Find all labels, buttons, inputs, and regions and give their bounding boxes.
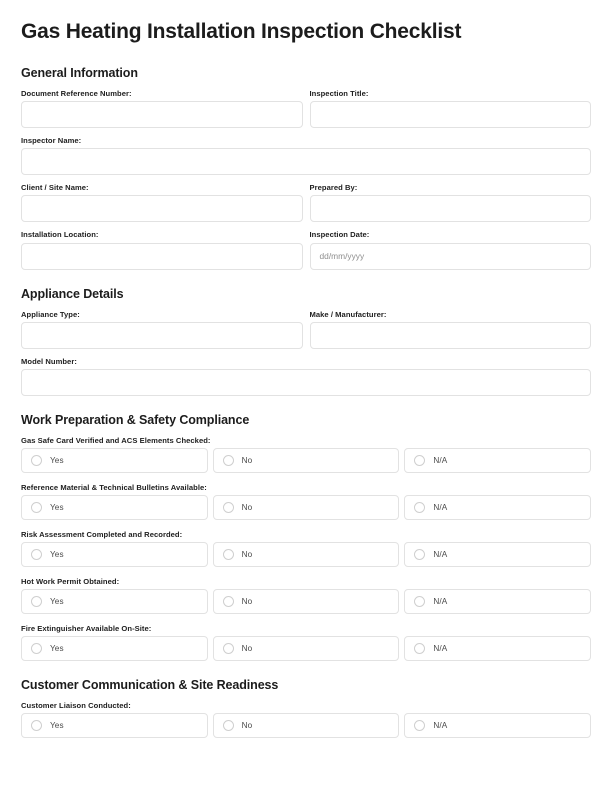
field-group-installation-location	[21, 230, 303, 269]
radio-option-n-a[interactable]	[404, 495, 591, 520]
radio-group-risk-assessment-completed-and-recorded	[21, 542, 591, 567]
field-row	[21, 136, 591, 175]
radio-circle-icon[interactable]	[223, 643, 234, 654]
question-risk-assessment-completed-and-recorded	[21, 530, 591, 567]
radio-option-label: No	[241, 549, 253, 559]
radio-circle-icon[interactable]	[31, 596, 42, 607]
radio-option-label: Yes	[50, 549, 64, 559]
radio-option-label: N/A	[433, 455, 448, 465]
question-fire-extinguisher-available-on-site	[21, 624, 591, 661]
radio-circle-icon[interactable]	[31, 502, 42, 513]
radio-option-yes[interactable]	[21, 495, 208, 520]
radio-group-gas-safe-card-verified-and-acs-elements-checked	[21, 448, 591, 473]
radio-circle-icon[interactable]	[223, 596, 234, 607]
section-heading-appliance-details: Appliance Details	[21, 286, 124, 301]
radio-option-no[interactable]	[213, 542, 400, 567]
radio-circle-icon[interactable]	[414, 455, 425, 466]
question-label-customer-liaison-conducted: Customer Liaison Conducted:	[21, 700, 131, 710]
field-group-inspector-name	[21, 136, 591, 175]
radio-option-label: Yes	[50, 455, 64, 465]
input-installation-location[interactable]	[21, 243, 303, 270]
field-label-appliance-type: Appliance Type:	[21, 309, 80, 319]
field-label-installation-location: Installation Location:	[21, 230, 99, 240]
question-label-reference-material-technical-bulletins-available: Reference Material & Technical Bulletins Available:	[21, 482, 207, 492]
field-label-inspector-name: Inspector Name:	[21, 136, 82, 146]
radio-circle-icon[interactable]	[31, 720, 42, 731]
field-label-inspection-date: Inspection Date:	[309, 230, 370, 240]
radio-option-n-a[interactable]	[404, 448, 591, 473]
field-label-prepared-by: Prepared By:	[309, 183, 358, 193]
radio-circle-icon[interactable]	[414, 720, 425, 731]
input-inspection-date[interactable]	[310, 243, 592, 270]
field-group-inspection-date	[310, 230, 592, 269]
radio-option-label: Yes	[50, 502, 64, 512]
radio-option-no[interactable]	[213, 713, 400, 738]
field-group-inspection-title	[310, 89, 592, 128]
radio-circle-icon[interactable]	[223, 549, 234, 560]
radio-option-yes[interactable]	[21, 713, 208, 738]
radio-option-label: No	[241, 502, 253, 512]
radio-group-reference-material-technical-bulletins-available	[21, 495, 591, 520]
radio-option-no[interactable]	[213, 636, 400, 661]
radio-option-label: Yes	[50, 720, 64, 730]
field-row	[21, 183, 591, 222]
radio-group-hot-work-permit-obtained	[21, 589, 591, 614]
radio-option-n-a[interactable]	[404, 636, 591, 661]
radio-option-label: Yes	[50, 643, 64, 653]
section-work-preparation-safety-compliance	[21, 413, 591, 661]
question-label-gas-safe-card-verified-and-acs-elements-checked: Gas Safe Card Verified and ACS Elements Checked:	[21, 435, 211, 445]
radio-circle-icon[interactable]	[223, 502, 234, 513]
radio-option-label: No	[241, 596, 253, 606]
question-hot-work-permit-obtained	[21, 577, 591, 614]
radio-option-label: Yes	[50, 596, 64, 606]
radio-option-no[interactable]	[213, 495, 400, 520]
radio-option-label: No	[241, 455, 253, 465]
radio-option-n-a[interactable]	[404, 713, 591, 738]
field-label-document-reference-number: Document Reference Number:	[21, 89, 132, 99]
field-row	[21, 89, 591, 128]
question-label-fire-extinguisher-available-on-site: Fire Extinguisher Available On-Site:	[21, 623, 152, 633]
input-placeholder-inspection-date: dd/mm/yyyy	[319, 251, 365, 262]
field-label-make-manufacturer: Make / Manufacturer:	[309, 309, 387, 319]
radio-option-label: N/A	[433, 720, 448, 730]
radio-group-customer-liaison-conducted	[21, 713, 591, 738]
radio-option-n-a[interactable]	[404, 542, 591, 567]
field-label-inspection-title: Inspection Title:	[309, 89, 369, 99]
section-heading-customer-communication-site-readiness: Customer Communication & Site Readiness	[21, 677, 279, 692]
radio-circle-icon[interactable]	[223, 455, 234, 466]
field-row	[21, 230, 591, 269]
radio-circle-icon[interactable]	[414, 643, 425, 654]
input-client-site-name[interactable]	[21, 195, 303, 222]
field-row	[21, 310, 591, 349]
radio-group-fire-extinguisher-available-on-site	[21, 636, 591, 661]
radio-circle-icon[interactable]	[223, 720, 234, 731]
input-make-manufacturer[interactable]	[310, 322, 592, 349]
radio-option-yes[interactable]	[21, 589, 208, 614]
field-group-make-manufacturer	[310, 310, 592, 349]
radio-option-yes[interactable]	[21, 542, 208, 567]
section-appliance-details	[21, 287, 591, 396]
question-customer-liaison-conducted	[21, 701, 591, 738]
field-label-model-number: Model Number:	[21, 356, 77, 366]
field-row	[21, 357, 591, 396]
field-group-document-reference-number	[21, 89, 303, 128]
radio-option-label: N/A	[433, 502, 448, 512]
question-gas-safe-card-verified-and-acs-elements-checked	[21, 436, 591, 473]
radio-circle-icon[interactable]	[31, 643, 42, 654]
radio-option-no[interactable]	[213, 589, 400, 614]
radio-option-label: No	[241, 643, 253, 653]
section-customer-communication-site-readiness	[21, 678, 591, 738]
radio-circle-icon[interactable]	[414, 502, 425, 513]
field-group-model-number	[21, 357, 591, 396]
question-label-risk-assessment-completed-and-recorded: Risk Assessment Completed and Recorded:	[21, 529, 183, 539]
radio-circle-icon[interactable]	[414, 596, 425, 607]
radio-option-label: N/A	[433, 643, 448, 653]
radio-option-yes[interactable]	[21, 636, 208, 661]
radio-circle-icon[interactable]	[414, 549, 425, 560]
input-document-reference-number[interactable]	[21, 101, 303, 128]
radio-option-label: N/A	[433, 549, 448, 559]
section-heading-work-preparation-safety-compliance: Work Preparation & Safety Compliance	[21, 412, 250, 427]
field-group-prepared-by	[310, 183, 592, 222]
radio-circle-icon[interactable]	[31, 455, 42, 466]
radio-option-no[interactable]	[213, 448, 400, 473]
section-general-information	[21, 66, 591, 269]
radio-circle-icon[interactable]	[31, 549, 42, 560]
question-reference-material-technical-bulletins-available	[21, 483, 591, 520]
field-label-client-site-name: Client / Site Name:	[21, 183, 89, 193]
radio-option-n-a[interactable]	[404, 589, 591, 614]
form-sections	[21, 66, 591, 738]
radio-option-yes[interactable]	[21, 448, 208, 473]
input-inspector-name[interactable]	[21, 148, 591, 175]
radio-option-label: N/A	[433, 596, 448, 606]
radio-option-label: No	[241, 720, 253, 730]
page-title: Gas Heating Installation Inspection Checklist	[21, 20, 462, 43]
input-prepared-by[interactable]	[310, 195, 592, 222]
input-model-number[interactable]	[21, 369, 591, 396]
section-heading-general-information: General Information	[21, 66, 138, 81]
input-inspection-title[interactable]	[310, 101, 592, 128]
question-label-hot-work-permit-obtained: Hot Work Permit Obtained:	[21, 576, 120, 586]
input-appliance-type[interactable]	[21, 322, 303, 349]
field-group-client-site-name	[21, 183, 303, 222]
field-group-appliance-type	[21, 310, 303, 349]
